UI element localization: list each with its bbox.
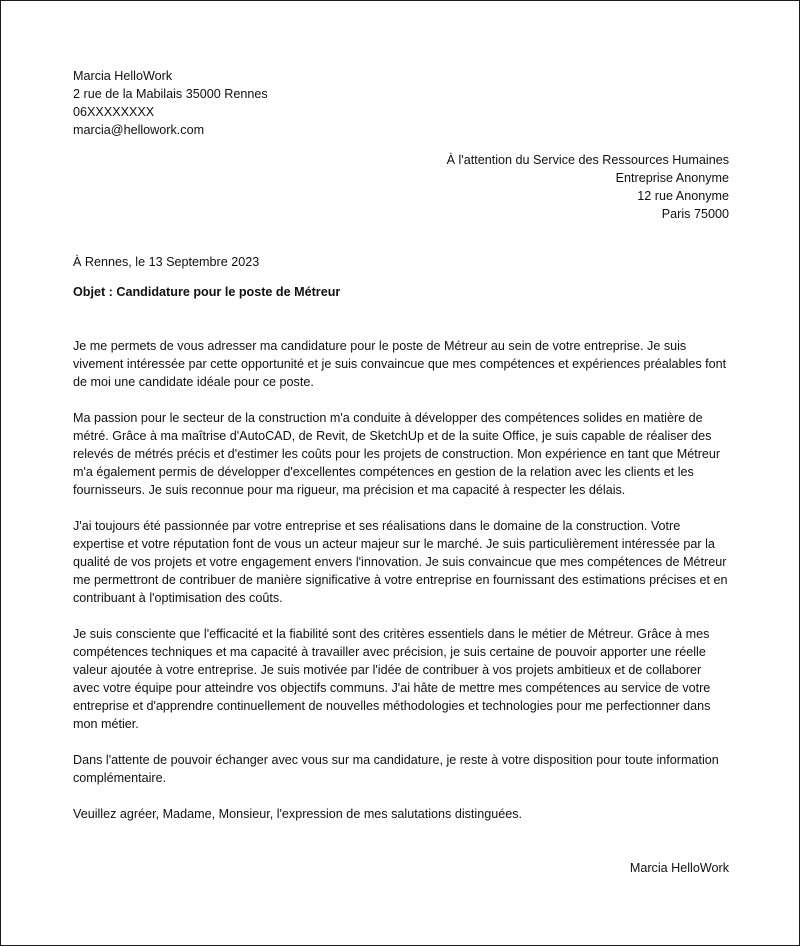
closing-paragraph: Veuillez agréer, Madame, Monsieur, l'expression de mes salutations distinguées. [73,807,523,821]
letter-content [73,67,729,877]
body-paragraph: Je me permets de vous adresser ma candidature pour le poste de Métreur au sein de votre entreprise. Je suis vivement intéressée par cette opportunité et je suis convaincue que mes compétences et expériences préalables font de moi une candidate idéale pour ce poste. [73,339,727,389]
sender-block [73,67,729,139]
letter-body [73,337,729,823]
body-paragraph: Ma passion pour le secteur de la construction m'a conduite à développer des compétences solides en matière de métré. Grâce à ma maîtrise d'AutoCAD, de Revit, de SketchUp et de la suite Office, je suis capable de réaliser des relevés de métrés précis et d'estimer les coûts pour les projets de construction. Mon expérience en tant que Métreur m'a également permis de développer d'excellentes compétences en gestion de la relation avec les clients et les fournisseurs. Je suis reconnue pour ma rigueur, ma précision et ma capacité à respecter les délais. [73,411,721,497]
sender-name: Marcia HelloWork [73,69,173,83]
sender-address: 2 rue de la Mabilais 35000 Rennes [73,87,268,101]
date-line: À Rennes, le 13 Septembre 2023 [73,255,260,269]
body-paragraph: Dans l'attente de pouvoir échanger avec vous sur ma candidature, je reste à votre disposition pour toute information complémentaire. [73,753,719,785]
sender-email: marcia@hellowork.com [73,123,205,137]
recipient-block [73,151,729,223]
recipient-company: Entreprise Anonyme [615,171,729,185]
letter-subject: Objet : Candidature pour le poste de Métreur [73,285,341,299]
body-paragraph: J'ai toujours été passionnée par votre entreprise et ses réalisations dans le domaine de la construction. Votre expertise et votre réputation font de vous un acteur majeur sur le marché. Je suis particulièrement intéressée par la qualité de vos projets et votre engagement envers l'innovation. Je suis convaincue que mes compétences de Métreur me permettront de contribuer de manière significative à votre entreprise en fournissant des estimations précises et en contribuant à l'optimisation des coûts. [73,519,728,605]
body-paragraph: Je suis consciente que l'efficacité et la fiabilité sont des critères essentiels dans le métier de Métreur. Grâce à mes compétences techniques et ma capacité à travailler avec précision, je suis certaine de pouvoir apporter une réelle valeur ajoutée à votre entreprise. Je suis motivée par l'idée de contribuer à vos projets ambitieux et de collaborer avec votre équipe pour atteindre vos objectifs communs. J'ai hâte de mettre mes compétences au service de votre entreprise et d'apprendre continuellement de nouvelles méthodologies et technologies pour me perfectionner dans mon métier. [73,627,711,731]
signature: Marcia HelloWork [629,861,729,875]
recipient-city: Paris 75000 [661,207,729,221]
recipient-street: 12 rue Anonyme [637,189,729,203]
recipient-attention: À l'attention du Service des Ressources Humaines [446,153,729,167]
sender-phone: 06XXXXXXXX [73,105,155,119]
